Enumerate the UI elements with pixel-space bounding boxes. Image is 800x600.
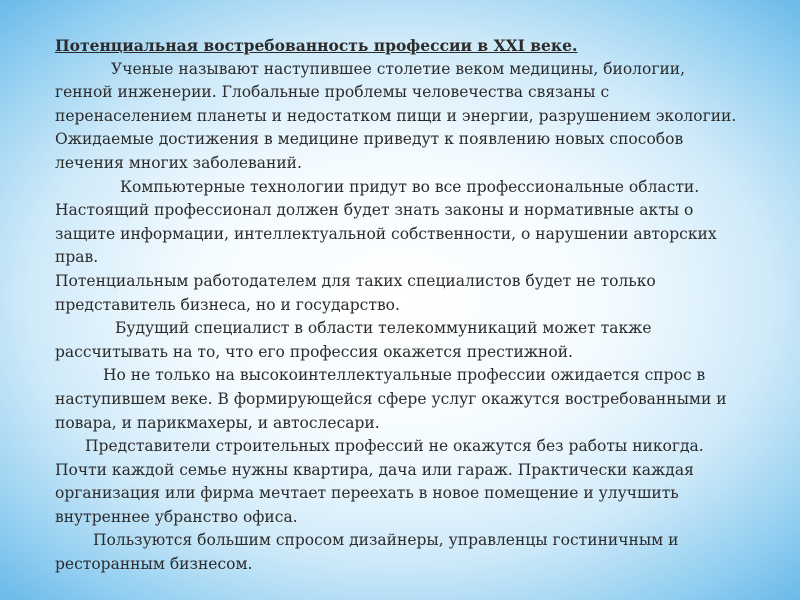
text-line: Будущий специалист в области телекоммуникаций может также [115,319,652,338]
text-line: лечения многих заболеваний. [55,153,302,172]
text-line: прав. [55,248,99,267]
text-line: повара, и парикмахеры, и автослесари. [55,413,380,432]
text-line: Потенциальным работодателем для таких специалистов будет не только [55,271,656,290]
text-line: Настоящий профессионал должен будет знать законы и нормативные акты о [55,201,694,220]
text-line: наступившем веке. В формирующейся сфере услуг окажутся востребованными и [55,389,727,408]
text-line: перенаселением планеты и недостатком пищи и энергии, разрушением экологии. [55,106,737,125]
text-line: рассчитывать на то, что его профессия окажется престижной. [55,342,573,361]
text-line: Представители строительных профессий не окажутся без работы никогда. [85,437,704,456]
text-line: генной инженерии. Глобальные проблемы человечества связаны с [55,83,610,102]
text-line: Но не только на высокоинтеллектуальные профессии ожидается спрос в [103,366,706,385]
slide-title: Потенциальная востребованность профессии в XXI веке. [55,36,578,55]
text-line: Ожидаемые достижения в медицине приведут к появлению новых способов [55,130,684,149]
text-line: Ученые называют наступившее столетие веком медицины, биологии, [111,59,686,78]
text-line: ресторанным бизнесом. [55,555,253,574]
text-line: Компьютерные технологии придут во все профессиональные области. [120,177,700,196]
text-line: защите информации, интеллектуальной собственности, о нарушении авторских [55,224,717,243]
text-line: организация или фирма мечтает переехать в новое помещение и улучшить [55,484,679,503]
slide-content [55,34,755,577]
text-line: Почти каждой семье нужны квартира, дача или гараж. Практически каждая [55,460,694,479]
text-line: внутреннее убранство офиса. [55,507,298,526]
text-line: представитель бизнеса, но и государство. [55,295,400,314]
text-line: Пользуются большим спросом дизайнеры, управленцы гостиничным и [93,531,679,550]
